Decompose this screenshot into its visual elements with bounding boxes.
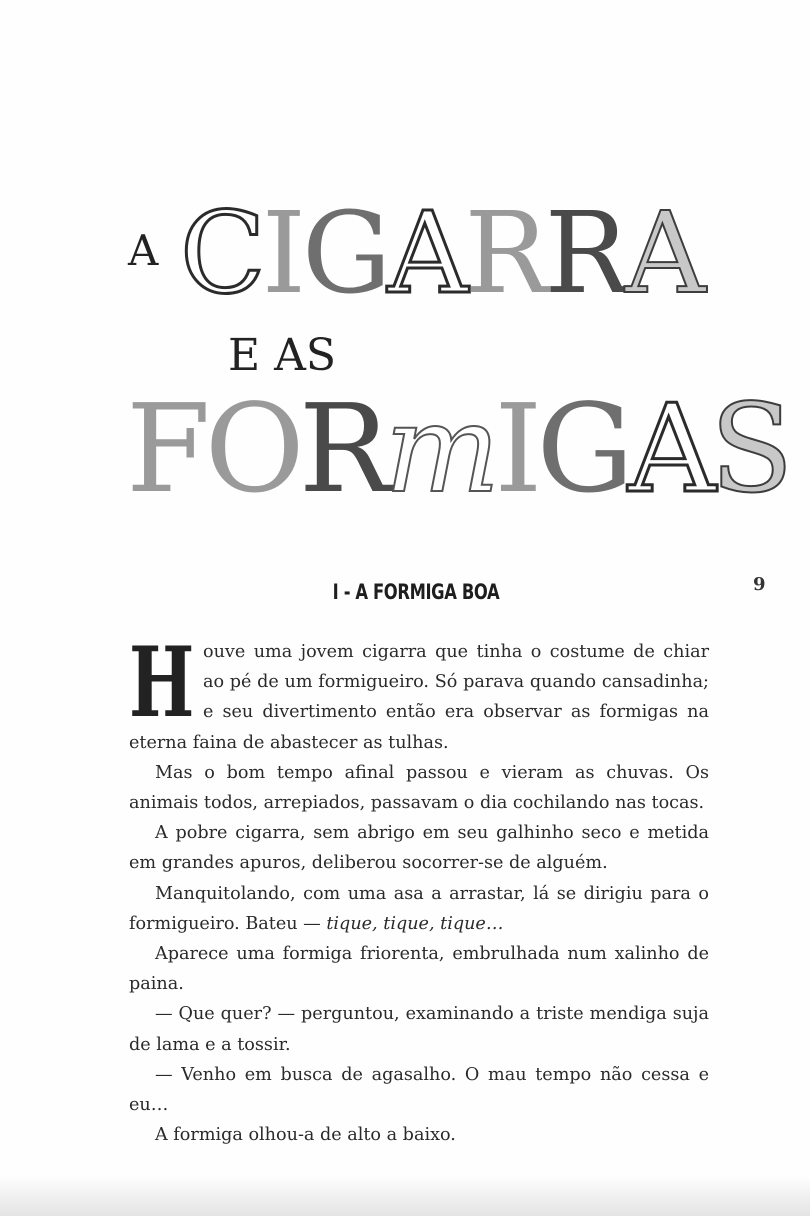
title-letter: m bbox=[384, 378, 495, 520]
title-letter: O bbox=[204, 378, 299, 520]
page-number: 9 bbox=[753, 574, 766, 595]
title-letter: I bbox=[261, 189, 302, 319]
title-word-formigas bbox=[126, 378, 788, 520]
paragraph bbox=[129, 626, 709, 758]
paragraph: Aparece uma formiga friorenta, embrulhada num xalinho de paina. bbox=[129, 944, 709, 995]
title-word-cigarra bbox=[180, 189, 702, 319]
paragraph: — Venho em busca de agasalho. O mau tempo não cessa e eu… bbox=[129, 1064, 709, 1116]
title-word-a: A bbox=[128, 226, 159, 275]
chapter-heading: I - A FORMIGA BOA bbox=[332, 580, 500, 604]
paragraph-text: ouve uma jovem cigarra que tinha o costume de chiar ao pé de um formigueiro. Só parava quando cansadinha; e seu divertimento então era observar as formigas na eterna faina de abastecer as tulhas. bbox=[129, 642, 709, 753]
paragraph-text: Manquitolando, com uma asa a arrastar, lá se dirigiu para o formigueiro. Bateu — bbox=[129, 883, 709, 934]
title-letter: A bbox=[627, 378, 711, 520]
title-letter: C bbox=[180, 189, 262, 319]
title-letter: G bbox=[536, 378, 628, 520]
title-letter: I bbox=[494, 378, 537, 520]
paragraph: — Que quer? — perguntou, examinando a triste mendiga suja de lama e a tossir. bbox=[129, 1004, 709, 1055]
title-letter: R bbox=[464, 189, 545, 319]
title-letter: S bbox=[710, 378, 788, 520]
title-word-e-as: E AS bbox=[228, 330, 337, 381]
paragraph-italic-text: tique, tique, tique… bbox=[326, 913, 504, 934]
title-letter: A bbox=[624, 189, 702, 319]
title-letter: R bbox=[298, 378, 385, 520]
paragraph: A pobre cigarra, sem abrigo em seu galhinho seco e metida em grandes apuros, deliberou socorrer-se de alguém. bbox=[129, 823, 709, 874]
chapter-body bbox=[129, 626, 709, 1150]
title-letter: F bbox=[126, 378, 205, 520]
paragraph: Mas o bom tempo afinal passou e vieram as chuvas. Os animais todos, arrepiados, passavam o dia cochilando nas tocas. bbox=[129, 762, 709, 814]
title-letter: G bbox=[301, 189, 388, 319]
title-letter: R bbox=[544, 189, 625, 319]
title-letter: A bbox=[387, 189, 465, 319]
paragraph bbox=[129, 879, 709, 939]
paragraph: A formiga olhou-a de alto a baixo. bbox=[155, 1125, 456, 1146]
page-edge-shadow bbox=[0, 1176, 810, 1216]
drop-cap: H bbox=[129, 626, 195, 739]
